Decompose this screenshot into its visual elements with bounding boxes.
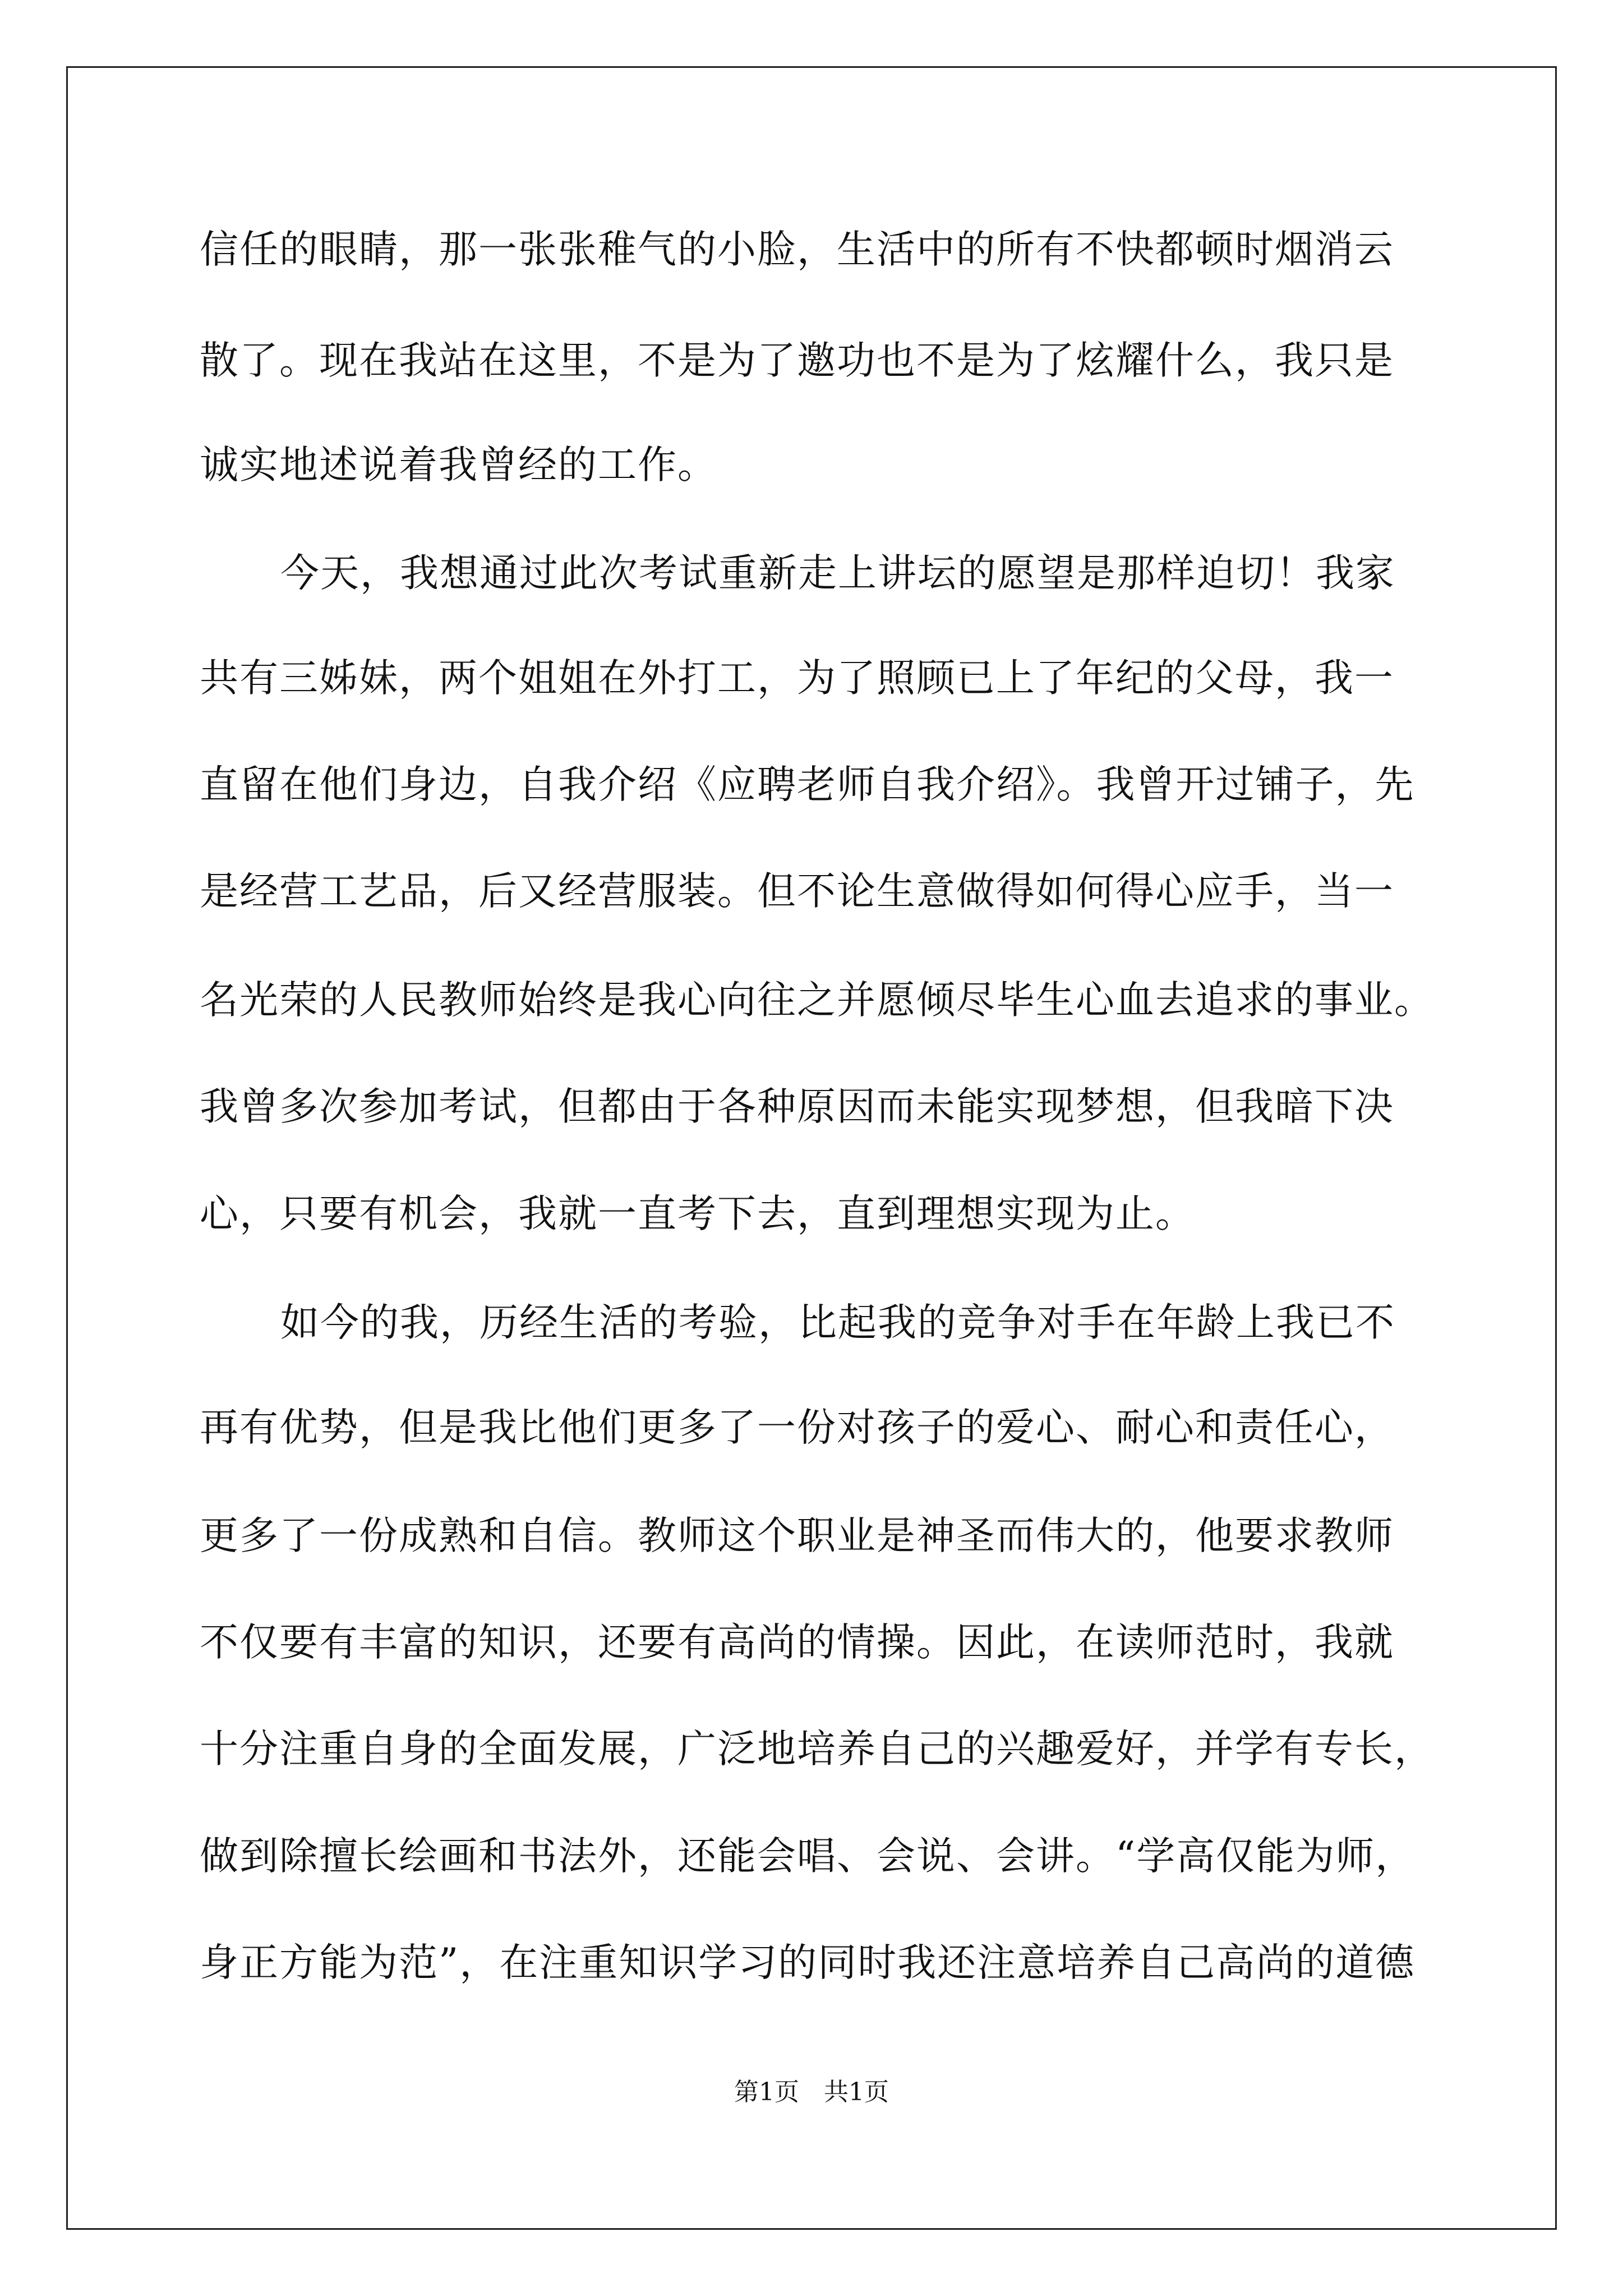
text-line: 直留在他们身边，自我介绍《应聘老师自我介绍》。我曾开过铺子，先: [200, 762, 1415, 807]
page-footer: 第1页 共1页: [734, 2078, 889, 2106]
text-line: 名光荣的人民教师始终是我心向往之并愿倾尽毕生心血去追求的事业。: [200, 978, 1434, 1023]
text-line: 共有三姊妹，两个姐姐在外打工，为了照顾已上了年纪的父母，我一: [200, 656, 1394, 701]
text-line: 不仅要有丰富的知识，还要有高尚的情操。因此，在读师范时，我就: [200, 1620, 1394, 1665]
paragraph-first-line: 如今的我，历经生活的考验，比起我的竞争对手在年龄上我已不: [280, 1300, 1395, 1345]
text-line: 信任的眼睛，那一张张稚气的小脸，生活中的所有不快都顿时烟消云: [200, 227, 1394, 272]
text-line: 更多了一份成熟和自信。教师这个职业是神圣而伟大的，他要求教师: [200, 1513, 1394, 1558]
text-line: 是经营工艺品，后又经营服装。但不论生意做得如何得心应手，当一: [200, 869, 1394, 914]
text-line: 十分注重自身的全面发展，广泛地培养自己的兴趣爱好，并学有专长，: [200, 1727, 1434, 1772]
text-line: 再有优势，但是我比他们更多了一份对孩子的爱心、耐心和责任心，: [200, 1405, 1394, 1450]
text-line: 心，只要有机会，我就一直考下去，直到理想实现为止。: [200, 1191, 1195, 1236]
page-border: [66, 66, 1557, 2230]
text-line: 诚实地述说着我曾经的工作。: [200, 443, 717, 487]
paragraph-first-line: 今天，我想通过此次考试重新走上讲坛的愿望是那样迫切！我家: [280, 551, 1395, 596]
text-line: 我曾多次参加考试，但都由于各种原因而未能实现梦想，但我暗下决: [200, 1084, 1394, 1129]
text-line: 散了。现在我站在这里，不是为了邀功也不是为了炫耀什么，我只是: [200, 338, 1394, 383]
text-line: 身正方能为范”，在注重知识学习的同时我还注意培养自己高尚的道德: [200, 1940, 1415, 1985]
text-line: 做到除擅长绘画和书法外，还能会唱、会说、会讲。“学高仅能为师，: [200, 1834, 1415, 1879]
